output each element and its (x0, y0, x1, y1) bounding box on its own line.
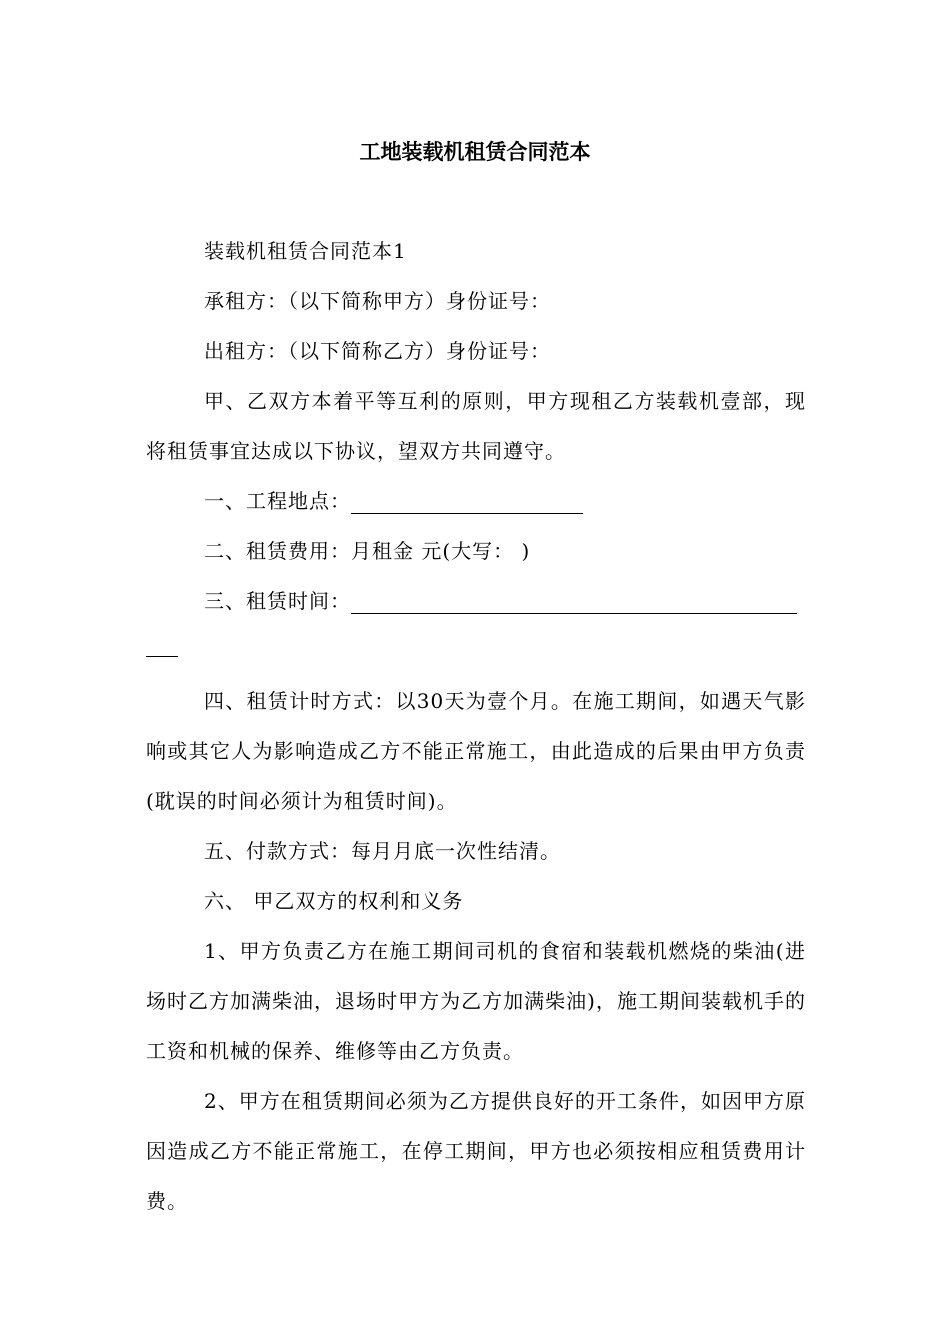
item-6-line: 六、 甲乙双方的权利和义务 (204, 889, 464, 913)
item-1-line (146, 476, 806, 526)
item-2-line: 二、租赁费用：月租金 元(大写： ) (204, 539, 531, 563)
clause-1-paragraph: 1、甲方负责乙方在施工期间司机的食宿和装载机燃烧的柴油(进场时乙方加满柴油，退场时甲方为乙方加满柴油)，施工期间装载机手的工资和机械的保养、维修等由乙方负责。 (146, 939, 806, 1063)
lessor-line: 出租方：（以下简称乙方）身份证号： (204, 339, 551, 363)
item-1-label: 一、工程地点： (204, 489, 351, 513)
lessee-line: 承租方：（以下简称甲方）身份证号： (204, 289, 551, 313)
item-5-line: 五、付款方式：每月月底一次性结清。 (204, 839, 561, 863)
item-4-paragraph: 四、租赁计时方式：以30天为壹个月。在施工期间，如遇天气影响或其它人为影响造成乙方不能正常施工，由此造成的后果由甲方负责(耽误的时间必须计为租赁时间)。 (146, 689, 806, 813)
rental-period-blank-continuation (146, 656, 178, 657)
item-3-label: 三、租赁时间： (204, 589, 351, 613)
item-3-line (146, 576, 806, 626)
site-location-blank (351, 491, 583, 514)
document-title: 工地装载机租赁合同范本 (359, 140, 591, 164)
clause-2-paragraph: 2、甲方在租赁期间必须为乙方提供良好的开工条件，如因甲方原因造成乙方不能正常施工，在停工期间，甲方也必须按相应租赁费用计费。 (146, 1089, 806, 1213)
intro-paragraph: 甲、乙双方本着平等互利的原则，甲方现租乙方装载机壹部，现将租赁事宜达成以下协议，望双方共同遵守。 (146, 389, 806, 463)
rental-period-blank (351, 591, 797, 614)
contract-heading: 装载机租赁合同范本1 (204, 239, 407, 263)
